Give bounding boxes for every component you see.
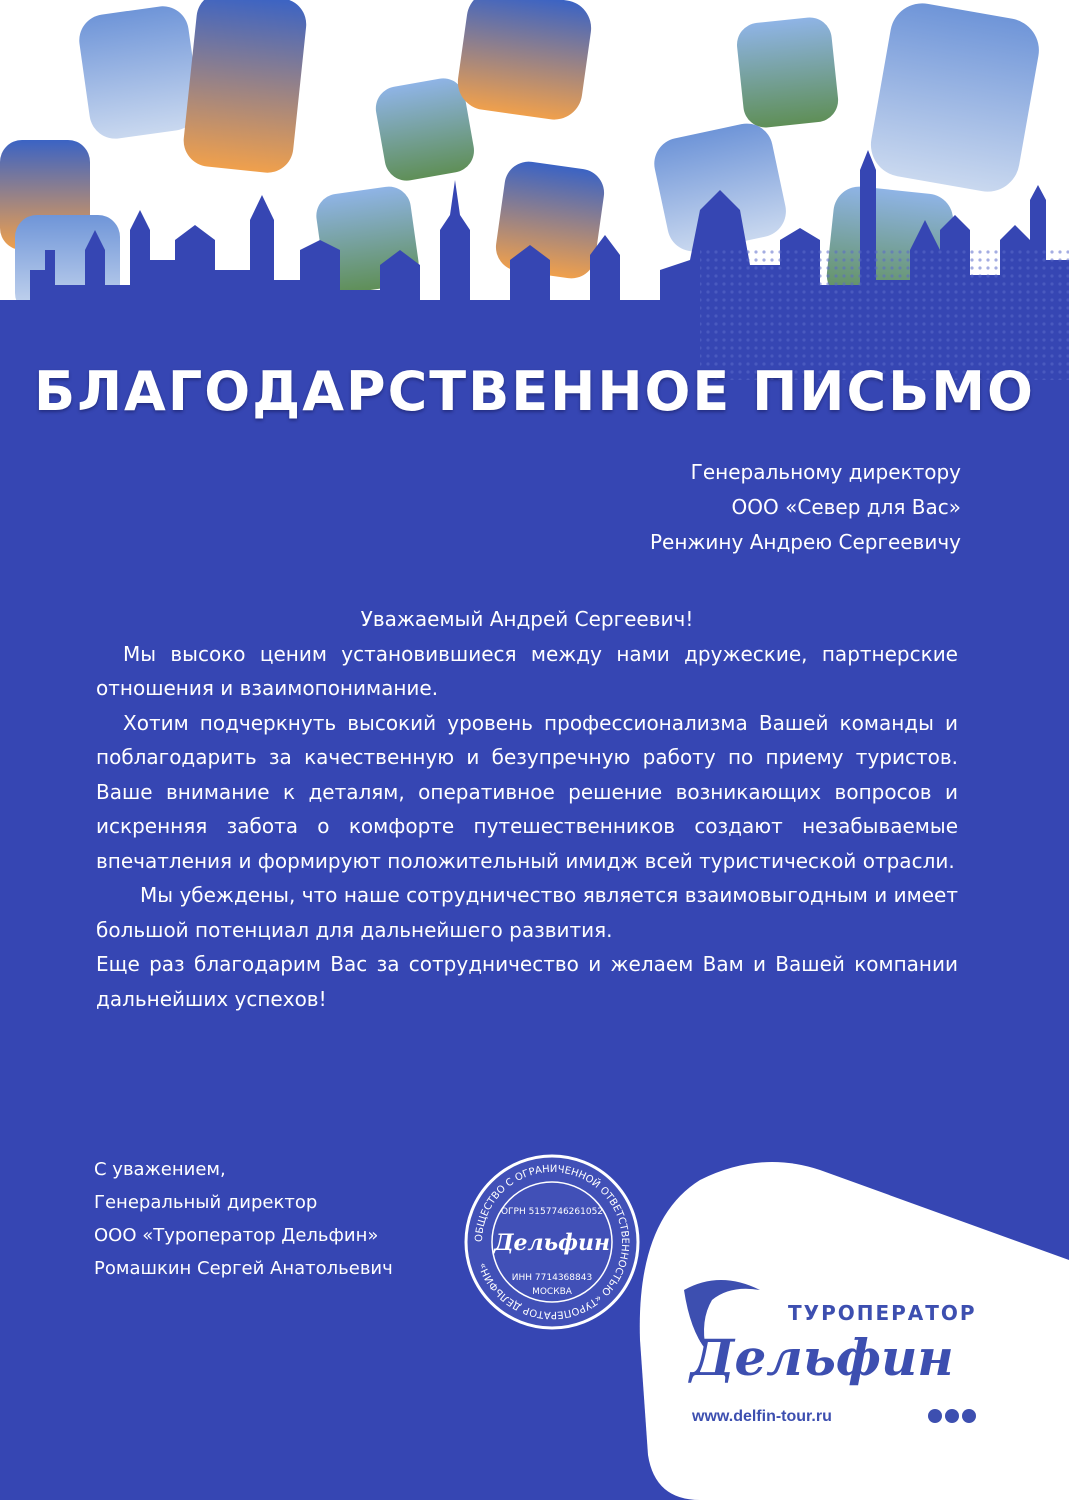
logo-name: Дельфин <box>690 1328 954 1387</box>
addressee-position: Генеральному директору <box>690 460 961 484</box>
addressee-company: ООО «Север для Вас» <box>731 495 961 519</box>
photo-tile-mountains <box>76 3 202 142</box>
stamp-ring-text: ОБЩЕСТВО С ОГРАНИЧЕННОЙ ОТВЕТСТВЕННОСТЬЮ «ТУРОПЕРАТОР ДЕЛЬФИН» <box>473 1163 631 1321</box>
logo-subtitle: ТУРОПЕРАТОР <box>788 1301 977 1325</box>
photo-tile-tourist <box>735 15 840 129</box>
plane-icon <box>928 1409 942 1423</box>
stamp-inn: ИНН 7714368843 <box>511 1273 593 1283</box>
signature-closing: С уважением, <box>94 1159 226 1180</box>
website-link[interactable]: www.delfin-tour.ru <box>692 1408 832 1425</box>
palm-icon <box>945 1409 959 1423</box>
company-stamp <box>462 1152 642 1332</box>
addressee-block <box>650 455 961 560</box>
letter-paragraph: Мы убеждены, что наше сотрудничество является взаимовыгодным и имеет большой потенциал для дальнейшего развития. <box>96 883 958 942</box>
letter-paragraph: Мы высоко ценим установившиеся между нами дружеские, партнерские отношения и взаимопонимание. <box>96 641 958 700</box>
letter-paragraph: Хотим подчеркнуть высокий уровень профессионализма Вашей команды и поблагодарить за качественную и безупречную работу по приему туристов. Ваше внимание к деталям, оперативное решение возникающих вопросов и искренняя забота о комфорте путешественников создают незабываемые впечатления и формируют положительный имидж всей туристической отрасли. <box>96 710 958 873</box>
signature-company: ООО «Туроператор Дельфин» <box>94 1225 379 1246</box>
signature-position: Генеральный директор <box>94 1192 318 1213</box>
signature-name: Ромашкин Сергей Анатольевич <box>94 1258 393 1279</box>
letter-body <box>96 602 958 1016</box>
letter-paragraph: Еще раз благодарим Вас за сотрудничество и желаем Вам и Вашей компании дальнейших успехов! <box>96 952 958 1011</box>
stamp-ogrn: ОГРН 5157746261052 <box>500 1207 604 1217</box>
letter-title: БЛАГОДАРСТВЕННОЕ ПИСЬМО <box>34 360 1035 423</box>
letter-greeting: Уважаемый Андрей Сергеевич! <box>360 607 694 631</box>
ship-icon <box>962 1409 976 1423</box>
stamp-city: МОСКВА <box>532 1287 572 1297</box>
stamp-center-logo: Дельфин <box>493 1230 611 1256</box>
logo-icons <box>928 1408 979 1427</box>
photo-tile-kremlin <box>866 0 1044 197</box>
addressee-name: Ренжину Андрею Сергеевичу <box>649 530 961 554</box>
photo-tile-embankment <box>454 0 594 123</box>
signature-block <box>94 1153 393 1285</box>
photo-tile-olympic-torch <box>181 0 309 175</box>
